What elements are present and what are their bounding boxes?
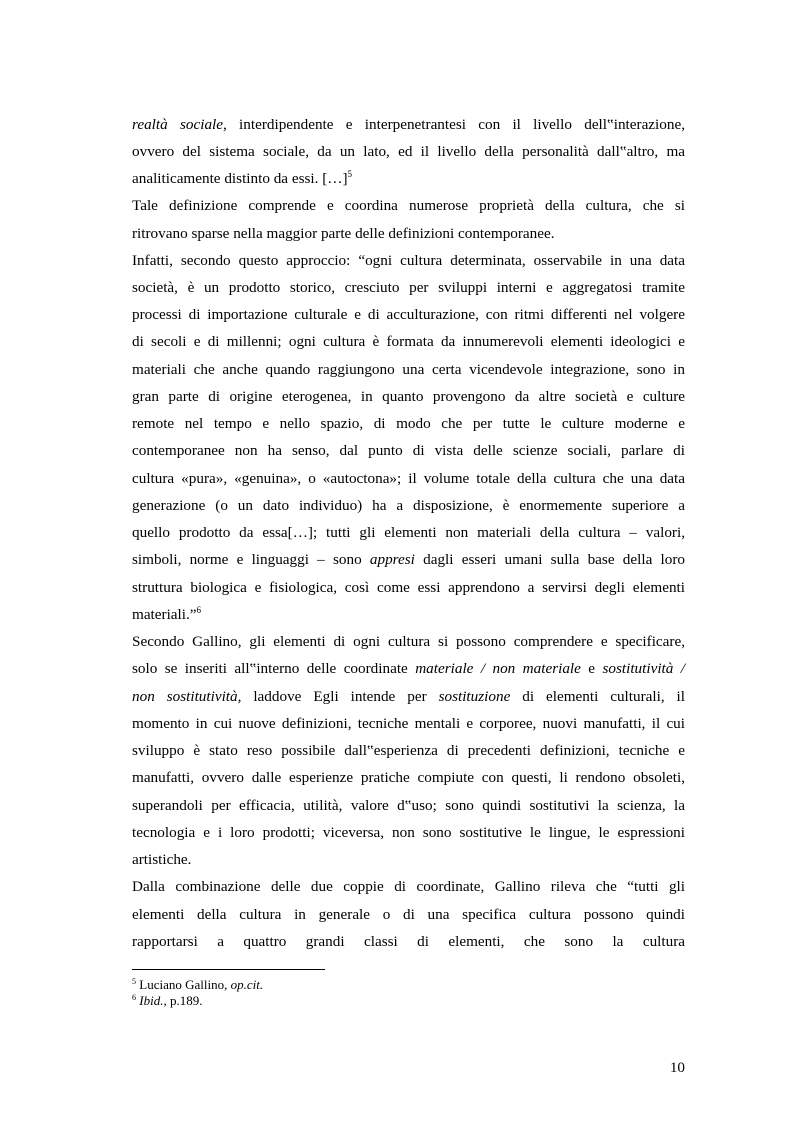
paragraph-3-line-13: struttura biologica e fisiologica, così come essi apprendono a servirsi degli elementi bbox=[132, 579, 685, 596]
paragraph-3-line-11: quello prodotto da essa[…]; tutti gli elementi non materiali della cultura – valori, bbox=[132, 524, 685, 541]
paragraph-3-line-12: simboli, norme e linguaggi – sono appresi dagli esseri umani sulla base della loro bbox=[132, 551, 685, 568]
paragraph-3-line-8: contemporanee non ha senso, dal punto di vista delle scienze sociali, parlare di bbox=[132, 442, 685, 459]
paragraph-3-line-1: Infatti, secondo questo approccio: “ogni cultura determinata, osservabile in una data bbox=[132, 252, 685, 269]
paragraph-5-line-1: Dalla combinazione delle due coppie di coordinate, Gallino rileva che “tutti gli bbox=[132, 878, 685, 895]
paragraph-1-line-3: analiticamente distinto da essi. […]$^5$ bbox=[132, 169, 353, 187]
paragraph-3-line-10: generazione (o un dato individuo) ha a disposizione, è enormemente superiore a bbox=[132, 497, 685, 514]
paragraph-4-line-1: Secondo Gallino, gli elementi di ogni cultura si possono comprendere e specificare, bbox=[132, 633, 685, 650]
paragraph-1-line-2: ovvero del sistema sociale, da un lato, ed il livello della personalità dall‟altro, ma bbox=[132, 143, 685, 160]
paragraph-3-line-6: gran parte di origine eterogenea, in quanto provengono da altre società e culture bbox=[132, 388, 685, 405]
footnote-ref-5: 5 bbox=[347, 169, 353, 179]
paragraph-3-line-3: processi di importazione culturale e di acculturazione, con ritmi differenti nel volgere bbox=[132, 306, 685, 323]
paragraph-4-line-2: solo se inseriti all‟interno delle coordinate materiale / non materiale e sostitutività / bbox=[132, 660, 685, 677]
paragraph-4-line-4: momento in cui nuove definizioni, tecniche mentali e corporee, nuovi manufatti, il cui bbox=[132, 715, 685, 732]
footnote-separator bbox=[132, 969, 325, 970]
footnote-6: $^6$ Ibid., p.189. bbox=[132, 993, 203, 1008]
paragraph-5-line-3: rapportarsi a quattro grandi classi di elementi, che sono la cultura bbox=[132, 933, 685, 950]
paragraph-3-line-14: materiali.”$^6$ bbox=[132, 605, 202, 623]
paragraph-1-line-1: realtà sociale, interdipendente e interpenetrantesi con il livello dell‟interazione, bbox=[132, 116, 685, 133]
paragraph-4-line-5: sviluppo è stato reso possibile dall‟esperienza di precedenti definizioni, tecniche e bbox=[132, 742, 685, 759]
paragraph-2-line-1: Tale definizione comprende e coordina numerose proprietà della cultura, che si bbox=[132, 197, 685, 214]
footnote-5: $^5$ Luciano Gallino, op.cit. bbox=[132, 977, 264, 992]
paragraph-3-line-2: società, è un prodotto storico, cresciuto per sviluppi interni e aggregatosi tramite bbox=[132, 279, 685, 296]
paragraph-5-line-2: elementi della cultura in generale o di una specifica cultura possono quindi bbox=[132, 906, 685, 923]
page-number: 10 bbox=[669, 1059, 685, 1076]
paragraph-4-line-8: tecnologia e i loro prodotti; viceversa, non sono sostitutive le lingue, le espressioni bbox=[132, 824, 685, 841]
paragraph-4-line-9: artistiche. bbox=[132, 851, 192, 868]
paragraph-4-line-3: non sostitutività, laddove Egli intende per sostituzione di elementi culturali, il bbox=[132, 688, 685, 705]
paragraph-3-line-7: remote nel tempo e nello spazio, di modo che per tutte le culture moderne e bbox=[132, 415, 685, 432]
paragraph-2-line-2: ritrovano sparse nella maggior parte delle definizioni contemporanee. bbox=[132, 225, 555, 242]
paragraph-3-line-9: cultura «pura», «genuina», o «autoctona»; il volume totale della cultura che una data bbox=[132, 470, 685, 487]
footnote-ref-6: 6 bbox=[196, 605, 202, 615]
paragraph-3-line-5: materiali che anche quando raggiungono una certa vicendevole integrazione, sono in bbox=[132, 361, 685, 378]
paragraph-4-line-6: manufatti, ovvero dalle esperienze pratiche compiute con questi, li rendono obsoleti, bbox=[132, 769, 685, 786]
paragraph-3-line-4: di secoli e di millenni; ogni cultura è formata da innumerevoli elementi ideologici e bbox=[132, 333, 685, 350]
paragraph-4-line-7: superandoli per efficacia, utilità, valore d‟uso; sono quindi sostitutivi la scienza, la bbox=[132, 797, 685, 814]
